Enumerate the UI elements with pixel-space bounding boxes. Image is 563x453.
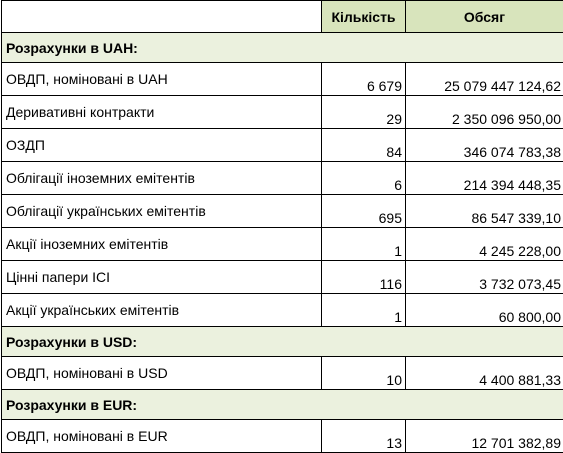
table-row xyxy=(2,162,563,195)
deal-count: 84 xyxy=(322,129,406,162)
section-title: Розрахунки в EUR: xyxy=(2,390,563,420)
table-row xyxy=(2,63,563,96)
instrument-name: Облігації українських емітентів xyxy=(2,195,322,228)
table-row xyxy=(2,96,563,129)
section-title: Розрахунки в UAH: xyxy=(2,33,563,63)
table-row xyxy=(2,195,563,228)
deal-volume: 60 800,00 xyxy=(406,294,563,327)
table-row xyxy=(2,294,563,327)
deal-count: 1 xyxy=(322,294,406,327)
table-row xyxy=(2,129,563,162)
header-count-cell: Кількість xyxy=(322,1,406,33)
deal-count: 29 xyxy=(322,96,406,129)
instrument-name: Акції українських емітентів xyxy=(2,294,322,327)
deal-count: 13 xyxy=(322,420,406,453)
deal-count: 695 xyxy=(322,195,406,228)
instrument-name: Деривативні контракти xyxy=(2,96,322,129)
settlements-table xyxy=(1,0,563,453)
deal-volume: 4 245 228,00 xyxy=(406,228,563,261)
instrument-name: ОВДП, номіновані в UAH xyxy=(2,63,322,96)
header-row xyxy=(2,1,563,33)
deal-volume: 214 394 448,35 xyxy=(406,162,563,195)
instrument-name: ОВДП, номіновані в USD xyxy=(2,357,322,390)
deal-count: 6 xyxy=(322,162,406,195)
instrument-name: Акції іноземних емітентів xyxy=(2,228,322,261)
table-row xyxy=(2,228,563,261)
instrument-name: ОВДП, номіновані в EUR xyxy=(2,420,322,453)
header-volume-cell: Обсяг xyxy=(406,1,563,33)
header-name-cell xyxy=(2,1,322,33)
table-row xyxy=(2,420,563,453)
section-title: Розрахунки в USD: xyxy=(2,327,563,357)
deal-volume: 346 074 783,38 xyxy=(406,129,563,162)
deal-volume: 86 547 339,10 xyxy=(406,195,563,228)
table-row xyxy=(2,261,563,294)
deal-count: 6 679 xyxy=(322,63,406,96)
instrument-name: Облігації іноземних емітентів xyxy=(2,162,322,195)
deal-count: 10 xyxy=(322,357,406,390)
deal-volume: 2 350 096 950,00 xyxy=(406,96,563,129)
deal-count: 116 xyxy=(322,261,406,294)
deal-volume: 12 701 382,89 xyxy=(406,420,563,453)
section-row-uah xyxy=(2,33,563,63)
deal-volume: 25 079 447 124,62 xyxy=(406,63,563,96)
instrument-name: ОЗДП xyxy=(2,129,322,162)
section-row-usd xyxy=(2,327,563,357)
deal-volume: 3 732 073,45 xyxy=(406,261,563,294)
section-row-eur xyxy=(2,390,563,420)
instrument-name: Цінні папери ІСІ xyxy=(2,261,322,294)
deal-count: 1 xyxy=(322,228,406,261)
table-row xyxy=(2,357,563,390)
deal-volume: 4 400 881,33 xyxy=(406,357,563,390)
